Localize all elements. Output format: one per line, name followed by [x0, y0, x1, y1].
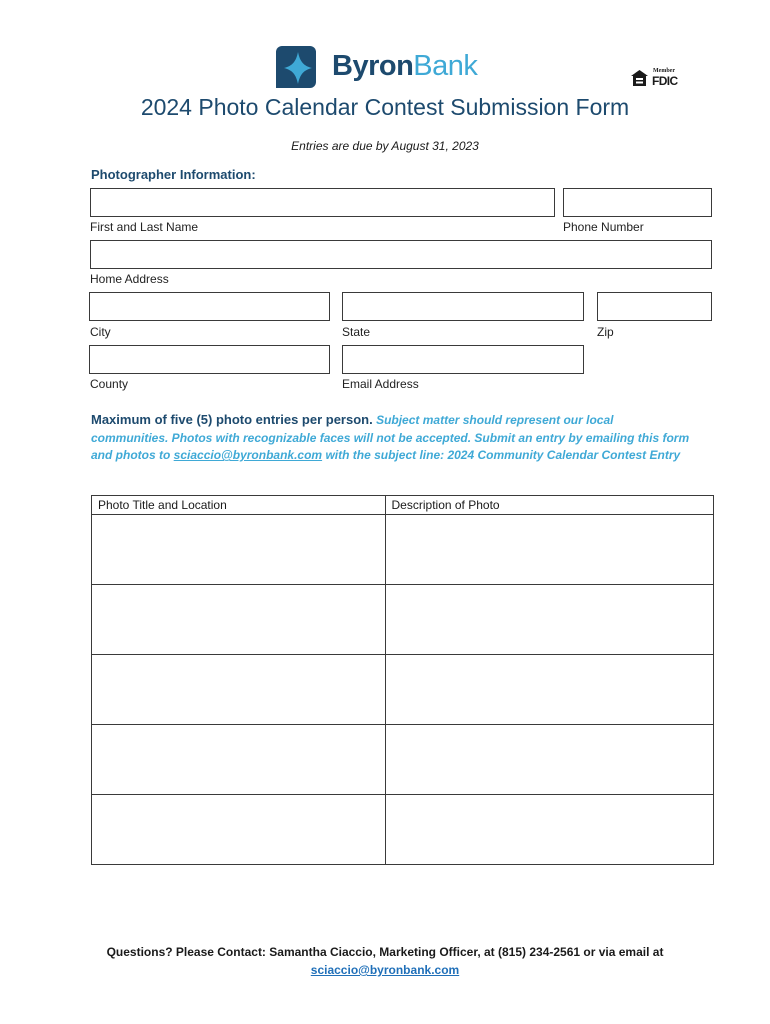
brand-name-part1: Byron [332, 50, 414, 82]
table-row [92, 725, 714, 795]
photo-entries-table [91, 495, 714, 865]
photo-title-cell[interactable] [92, 795, 386, 865]
photo-title-cell[interactable] [92, 725, 386, 795]
email-input[interactable] [342, 345, 584, 374]
photo-title-cell[interactable] [92, 585, 386, 655]
photo-description-cell[interactable] [385, 795, 713, 865]
contact-email-link[interactable]: sciaccio@byronbank.com [310, 963, 460, 977]
photo-description-cell[interactable] [385, 585, 713, 655]
column-header-title: Photo Title and Location [92, 496, 386, 515]
table-row [92, 795, 714, 865]
name-input[interactable] [90, 188, 555, 217]
address-input[interactable] [90, 240, 712, 269]
form-title: 2024 Photo Calendar Contest Submission Form [140, 94, 630, 120]
city-input[interactable] [89, 292, 330, 321]
state-label: State [342, 325, 371, 339]
photo-description-cell[interactable] [385, 515, 713, 585]
zip-input[interactable] [597, 292, 712, 321]
zip-label: Zip [597, 325, 614, 339]
contact-text: Questions? Please Contact: Samantha Ciaccio, Marketing Officer, at (815) 234-2561 or via email at [106, 945, 664, 959]
table-row [92, 585, 714, 655]
entry-instructions [91, 411, 691, 465]
address-label: Home Address [90, 272, 169, 286]
photo-description-cell[interactable] [385, 655, 713, 725]
fdic-text: FDIC [652, 74, 678, 88]
byron-bank-logo-mark [276, 46, 316, 88]
instructions-text: Subject matter should represent our local communities. Photos with recognizable faces will not be accepted. Submit an entry by emailing this form and photos to [91, 413, 690, 462]
column-header-description: Description of Photo [385, 496, 713, 515]
phone-input[interactable] [563, 188, 712, 217]
photo-description-cell[interactable] [385, 725, 713, 795]
county-input[interactable] [89, 345, 330, 374]
star-sparkle-icon [276, 46, 316, 88]
instructions-subject: with the subject line: 2024 Community Calendar Contest Entry [325, 448, 681, 462]
name-label: First and Last Name [90, 220, 199, 234]
table-row [92, 515, 714, 585]
fdic-member-text: Member [653, 68, 675, 74]
photo-title-cell[interactable] [92, 515, 386, 585]
photographer-heading: Photographer Information: [91, 167, 256, 182]
equal-housing-lender-icon [631, 70, 648, 86]
table-row [92, 655, 714, 725]
photo-title-cell[interactable] [92, 655, 386, 725]
email-label: Email Address [342, 377, 419, 391]
due-notice: Entries are due by August 31, 2023 [291, 139, 479, 153]
brand-name [332, 50, 477, 83]
brand-name-part2: Bank [413, 50, 478, 82]
county-label: County [90, 377, 129, 391]
table-header-row [92, 496, 714, 515]
instructions-email-link[interactable]: sciaccio@byronbank.com [173, 448, 323, 462]
contact-footer [0, 943, 770, 979]
state-input[interactable] [342, 292, 584, 321]
instructions-lead: Maximum of five (5) photo entries per person. [91, 412, 373, 427]
phone-label: Phone Number [563, 220, 644, 234]
city-label: City [90, 325, 111, 339]
fdic-badge [631, 68, 679, 90]
